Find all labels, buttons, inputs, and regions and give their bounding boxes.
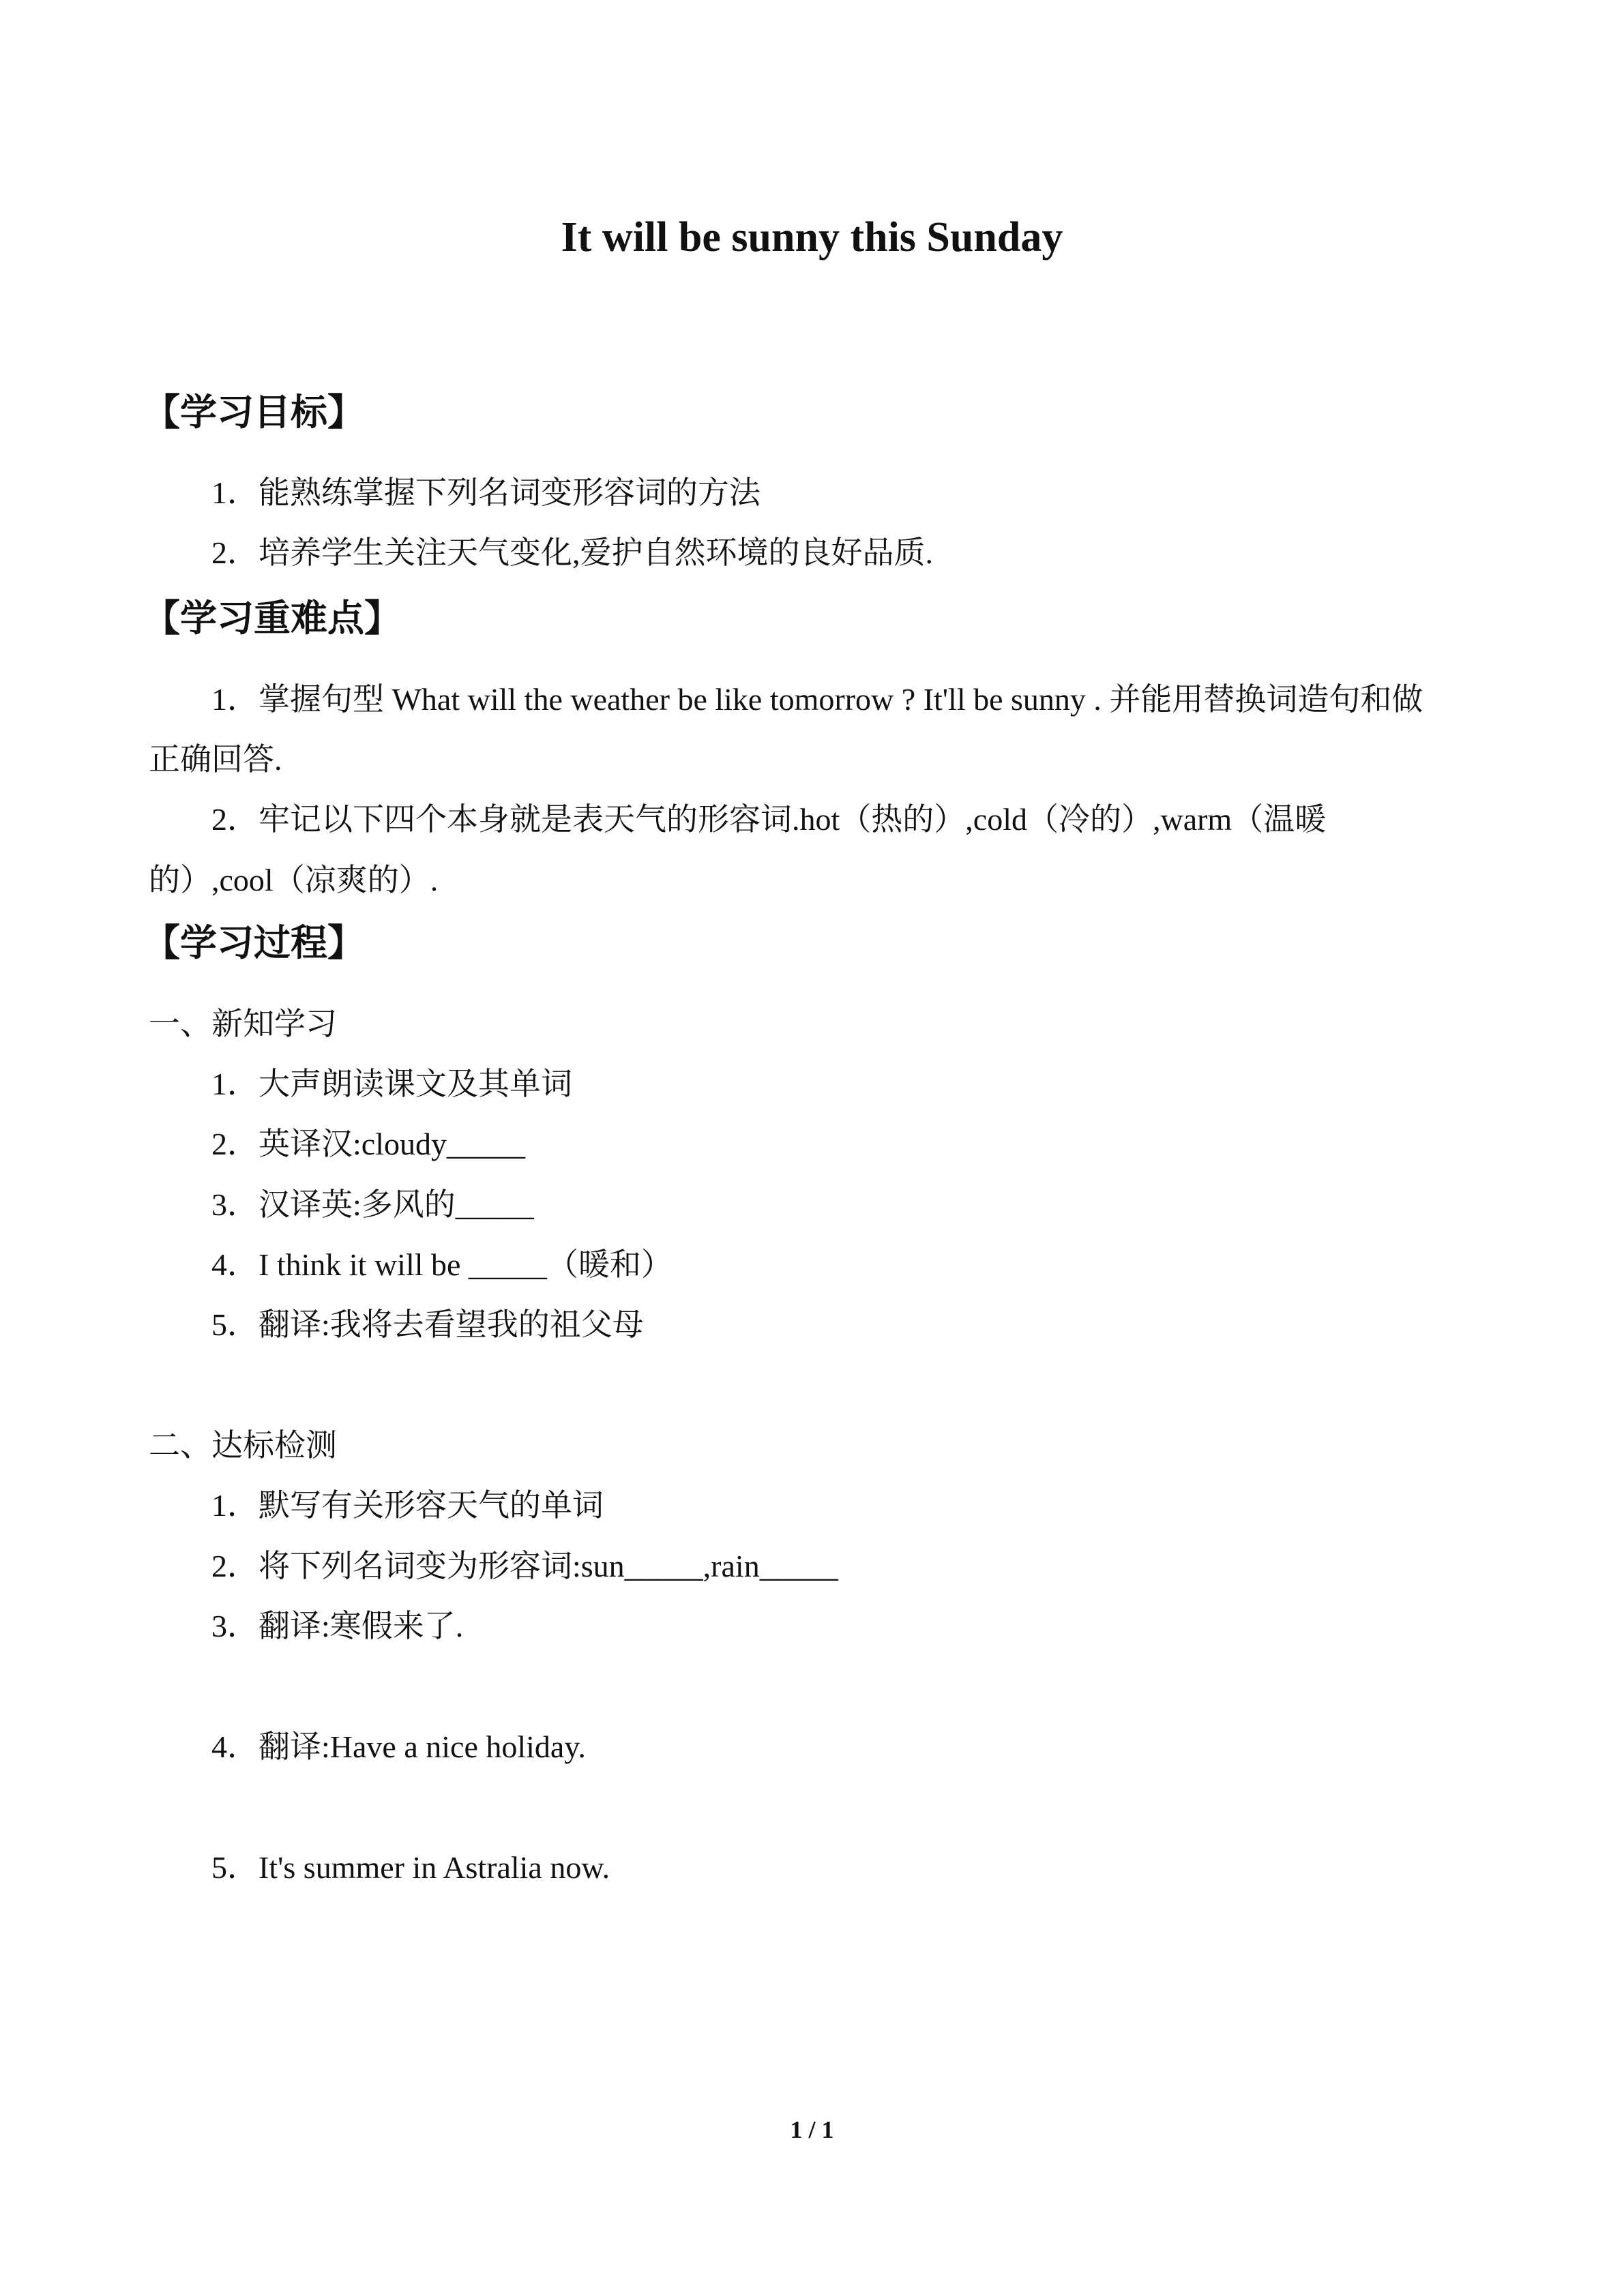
part2-item-4: 4．翻译:Have a nice holiday. xyxy=(211,1729,586,1764)
part1-item-4: 4．I think it will be _____（暖和） xyxy=(211,1247,673,1282)
key-point-1-line-1: 1．掌握句型 What will the weather be like tomorrow ? It'll be sunny . 并能用替换词造句和做 xyxy=(211,682,1423,717)
key-point-2-line-2: 的）,cool（凉爽的）. xyxy=(149,863,439,897)
part2-item-3: 3．翻译:寒假来了. xyxy=(211,1609,464,1643)
process-heading: 【学习过程】 xyxy=(143,921,364,964)
part1-item-2: 2．英译汉:cloudy_____ xyxy=(211,1127,525,1161)
part2-label: 二、达标检测 xyxy=(149,1428,337,1463)
part2-item-1: 1．默写有关形容天气的单词 xyxy=(211,1488,604,1523)
key-point-2-line-1: 2．牢记以下四个本身就是表天气的形容词.hot（热的）,cold（冷的）,warm（温暖 xyxy=(211,802,1327,837)
part1-item-5: 5．翻译:我将去看望我的祖父母 xyxy=(211,1307,644,1342)
key-point-1-line-2: 正确回答. xyxy=(149,742,282,777)
goals-item-1: 1．能熟练掌握下列名词变形容词的方法 xyxy=(211,475,761,510)
part1-item-3: 3．汉译英:多风的_____ xyxy=(211,1187,534,1222)
page-number: 1 / 1 xyxy=(790,2116,834,2143)
document-title: It will be sunny this Sunday xyxy=(561,214,1063,260)
part1-item-1: 1．大声朗读课文及其单词 xyxy=(211,1067,572,1101)
part2-item-2: 2．将下列名词变为形容词:sun_____,rain_____ xyxy=(211,1549,838,1583)
part2-item-5: 5．It's summer in Astralia now. xyxy=(211,1850,610,1885)
goals-heading: 【学习目标】 xyxy=(143,391,364,434)
part1-label: 一、新知学习 xyxy=(149,1007,337,1041)
goals-item-2: 2．培养学生关注天气变化,爱护自然环境的良好品质. xyxy=(211,535,933,570)
key-points-heading: 【学习重难点】 xyxy=(143,597,401,640)
